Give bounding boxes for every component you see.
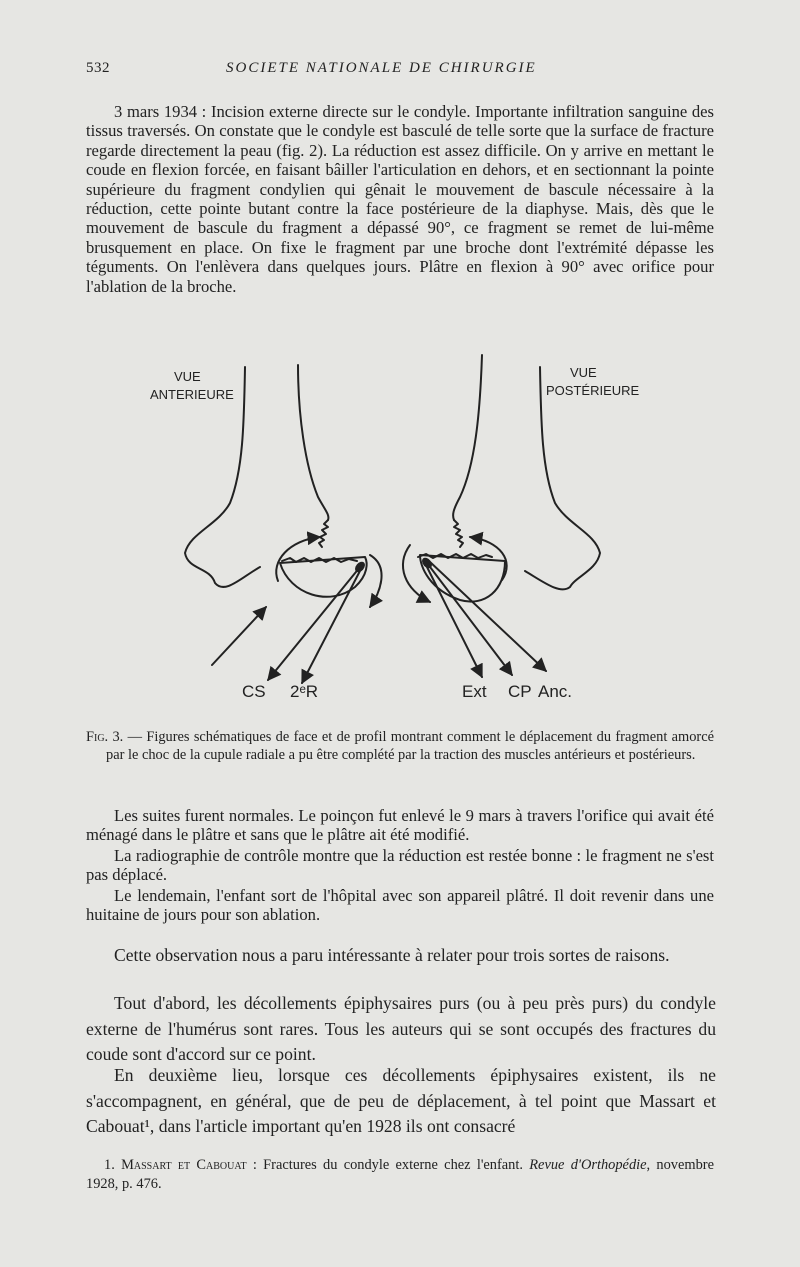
right-fracture-line <box>454 520 463 547</box>
right-view-label-1: VUE <box>570 365 597 380</box>
arrow-ext <box>425 563 482 677</box>
arrow-cp <box>427 563 512 675</box>
left-humerus-inner <box>298 365 328 520</box>
footnote-text: : Fractures du condyle externe chez l'enfant. <box>246 1157 530 1173</box>
paragraph-3: La radiographie de contrôle montre que la réduction est restée bonne : le fragment ne s'est pas déplacé. <box>86 846 714 885</box>
left-fragment <box>280 557 367 597</box>
running-title: SOCIETE NATIONALE DE CHIRURGIE <box>226 60 537 76</box>
paragraph-4: Le lendemain, l'enfant sort de l'hôpital avec son appareil plâtré. Il doit revenir dans une huitaine de jours pour son ablation. <box>86 886 714 925</box>
footnote-journal: Revue d'Orthopédie <box>529 1157 647 1173</box>
caption-fig-number: Fig. 3. <box>86 729 124 745</box>
left-fracture-line <box>319 520 328 547</box>
arrow-anc <box>429 561 546 671</box>
label-ext: Ext <box>462 682 487 701</box>
left-view-label-1: VUE <box>174 369 201 384</box>
footnote <box>86 1156 714 1194</box>
label-cs: CS <box>242 682 266 701</box>
paragraph-2: Les suites furent normales. Le poinçon fut enlevé le 9 mars à travers l'orifice qui avait été ménagé dans le plâtre et sans que le plâtre ait été modifié. <box>86 806 714 845</box>
label-cp: CP <box>508 682 532 701</box>
caption-text: — Figures schématiques de face et de profil montrant comment le déplacement du fragment amorcé par le choc de la cupule radiale a pu être complété par la traction des muscles antérieurs et postérieurs. <box>106 729 715 763</box>
page-number: 532 <box>86 60 110 76</box>
footnote-number: 1. <box>104 1157 115 1173</box>
figure-caption <box>86 729 714 764</box>
footnote-authors: Massart et Cabouat <box>121 1157 247 1173</box>
elbow-diagram-svg <box>130 345 670 715</box>
footnote-tail: , novembre 1928, p. 476. <box>86 1157 714 1192</box>
arrow-2r-b <box>302 567 362 683</box>
paragraph-5: Cette observation nous a paru intéressante à relater pour trois sortes de raisons. <box>114 945 670 965</box>
label-2r: 2ᵉR <box>290 682 319 701</box>
figure-elbow-diagram <box>130 345 670 715</box>
right-humerus-outline <box>525 367 600 589</box>
right-view-label-2: POSTÉRIEURE <box>546 383 640 398</box>
left-view-label-2: ANTERIEURE <box>150 387 234 402</box>
paragraph-7: En deuxième lieu, lorsque ces décollements épiphysaires existent, ils ne s'accompagnent, en général, que de peu de déplacement, à tel point que Massart et Cabouat¹, dans l'article important qu'en 1928 ils ont consacré <box>86 1065 716 1136</box>
paragraph-1: 3 mars 1934 : Incision externe directe sur le condyle. Importante infiltration sanguine des tissus traversés. On constate que le condyle est basculé de telle sorte que la surface de fracture regarde directement la peau (fig. 2). La réduction est assez difficile. On y arrive en mettant le coude en flexion forcée, en faisant bâiller l'articulation en dehors, et en sectionnant la pointe supérieure du fragment condylien qui gênait le mouvement de bascule nécessaire à la réduction, cette pointe butant contre la face postérieure de la diaphyse. Mais, dès que le mouvement de bascule du fragment a dépassé 90°, ce fragment se remet de lui-même brusquement en place. On fixe le fragment par une broche dont l'extrémité dépasse les téguments. On l'enlèvera dans quelques jours. Plâtre en flexion à 90° avec orifice pour l'ablation de la broche. <box>86 102 714 296</box>
paragraph-6: Tout d'abord, les décollements épiphysaires purs (ou à peu près purs) du condyle externe de l'humérus sont rares. Tous les auteurs qui se sont occupés des fractures du coude sont d'accord sur ce point. <box>86 993 716 1064</box>
arrow-2r-a <box>268 567 360 680</box>
right-humerus-inner <box>453 355 482 520</box>
arrow-cs <box>212 607 266 665</box>
page-header <box>86 60 714 84</box>
label-anc: Anc. <box>538 682 573 701</box>
